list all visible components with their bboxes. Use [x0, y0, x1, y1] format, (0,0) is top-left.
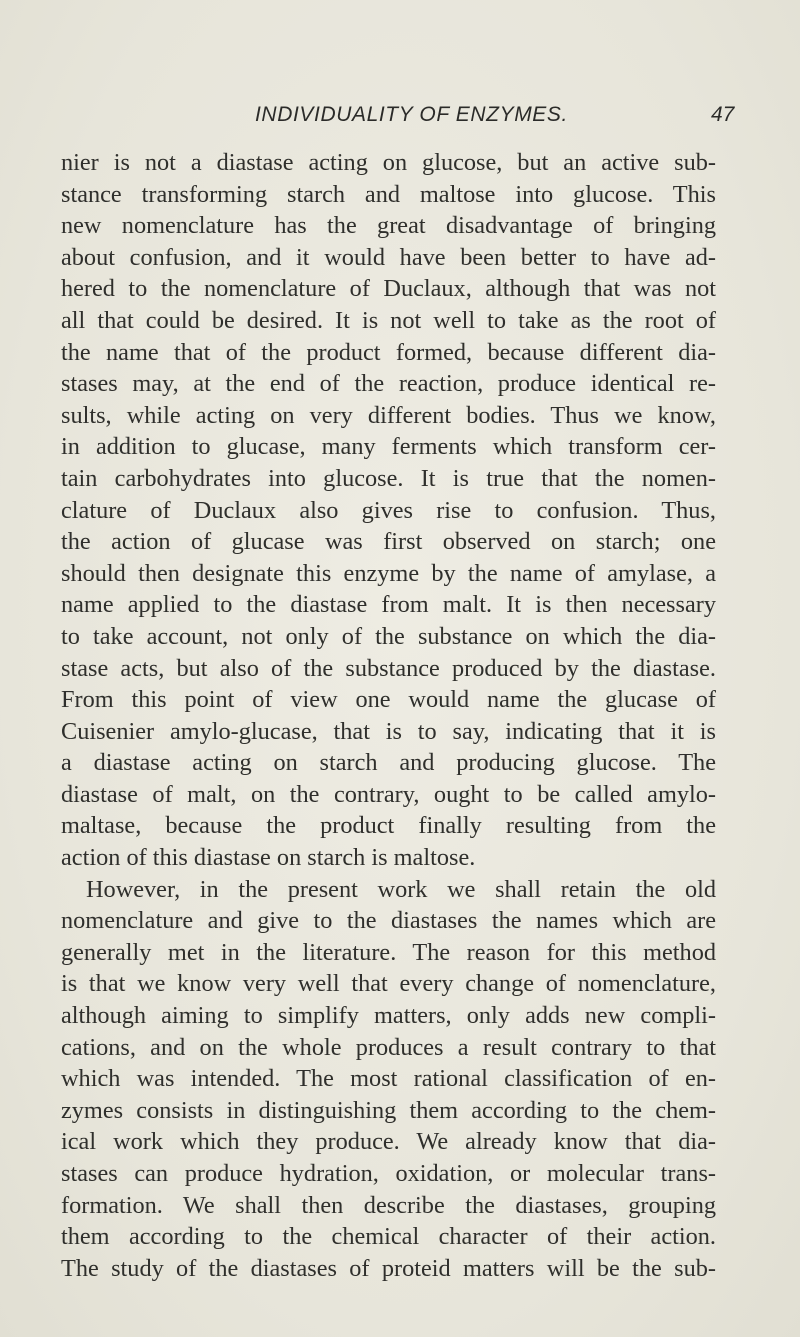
text-line: the name that of the product formed, because different dia- [61, 338, 716, 366]
text-line: stases may, at the end of the reaction, produce identical re- [61, 370, 716, 398]
text-line: hered to the nomenclature of Duclaux, although that was not [61, 275, 716, 303]
running-head [0, 103, 800, 133]
text-line: which was intended. The most rational classification of en- [61, 1065, 716, 1093]
text-line: in addition to glucase, many ferments which transform cer- [61, 433, 716, 461]
text-line: stance transforming starch and maltose into glucose. This [61, 180, 716, 208]
text-line: the action of glucase was first observed on starch; one [61, 528, 716, 556]
text-line: generally met in the literature. The reason for this method [61, 938, 716, 966]
text-line: is that we know very well that every change of nomenclature, [61, 970, 716, 998]
text-line: stases can produce hydration, oxidation, or molecular trans- [61, 1160, 716, 1187]
text-line: nomenclature and give to the diastases the names which are [61, 907, 716, 935]
text-line: diastase of malt, on the contrary, ought to be called amylo- [61, 780, 716, 808]
text-line: maltase, because the product finally resulting from the [61, 812, 716, 840]
text-line: although aiming to simplify matters, only adds new compli- [61, 1002, 716, 1030]
text-line: name applied to the diastase from malt. It is then necessary [61, 591, 716, 619]
text-line: them according to the chemical character of their action. [61, 1223, 716, 1251]
page-number: 47 [711, 103, 735, 126]
text-line: tain carbohydrates into glucose. It is true that the nomen- [61, 464, 716, 492]
text-line: Cuisenier amylo-glucase, that is to say, indicating that it is [61, 717, 716, 745]
text-line: stase acts, but also of the substance produced by the diastase. [61, 654, 716, 682]
paragraph-1 [61, 147, 716, 874]
text-line: nier is not a diastase acting on glucose, but an active sub- [61, 149, 716, 176]
text-line: zymes consists in distinguishing them according to the chem- [61, 1096, 716, 1124]
running-title: INDIVIDUALITY OF ENZYMES. [255, 103, 568, 126]
text-line: about confusion, and it would have been better to have ad- [61, 243, 716, 271]
text-line: sults, while acting on very different bodies. Thus we know, [61, 401, 716, 429]
text-line: all that could be desired. It is not well to take as the root of [61, 306, 716, 334]
body-text [61, 147, 716, 1284]
text-line: should then designate this enzyme by the name of amylase, a [61, 559, 716, 587]
text-line: ical work which they produce. We already know that dia- [61, 1128, 716, 1156]
text-line: From this point of view one would name the glucase of [61, 686, 716, 714]
text-line: new nomenclature has the great disadvantage of bringing [61, 212, 716, 240]
text-line: cations, and on the whole produces a result contrary to that [61, 1033, 716, 1061]
text-line: to take account, not only of the substance on which the dia- [61, 622, 716, 650]
text-line: clature of Duclaux also gives rise to confusion. Thus, [61, 496, 716, 524]
text-line: action of this diastase on starch is maltose. [61, 844, 476, 872]
text-line: The study of the diastases of proteid matters will be the sub- [61, 1254, 716, 1282]
paragraph-2 [61, 874, 716, 1285]
text-line: formation. We shall then describe the diastases, grouping [61, 1191, 716, 1219]
text-line: a diastase acting on starch and producing glucose. The [61, 749, 716, 777]
text-line: However, in the present work we shall retain the old [86, 875, 716, 903]
